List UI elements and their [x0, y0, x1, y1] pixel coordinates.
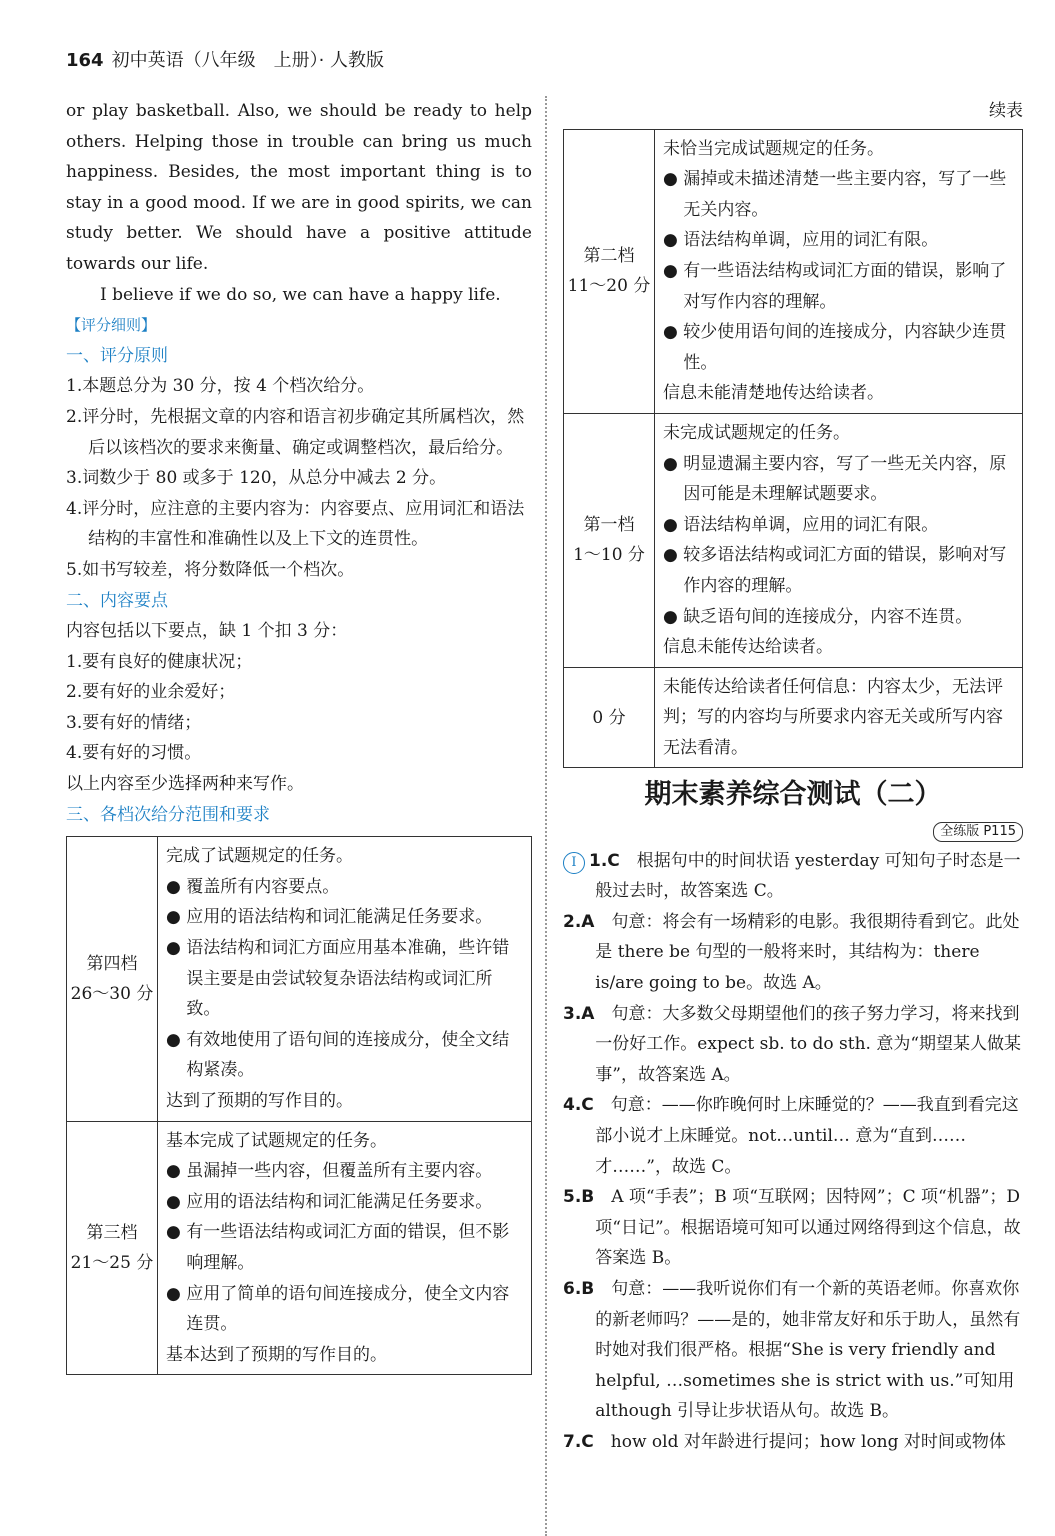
grade-level-name: 第三档: [86, 1222, 138, 1243]
grade-bullet-text: 较少使用语句间的连接成分，内容缺少连贯性。: [683, 322, 1007, 373]
answer-number: 1.C: [589, 850, 620, 871]
grade-level-cell: [564, 129, 655, 413]
grade-bullet: ● 应用了简单的语句间连接成分，使全文内容连贯。: [166, 1283, 510, 1335]
grade-score-range: 1～10 分: [573, 545, 645, 566]
section-number-badge: Ⅰ: [563, 852, 585, 874]
test-title: 期末素养综合测试（二）: [644, 779, 942, 811]
section1-title: 一、评分原则: [66, 345, 168, 366]
answer-explanation: 根据句中的时间状语 yesterday 可知句子时态是一般过去时，故答案选 C。: [595, 850, 1021, 902]
grade-bullet-text: 应用了简单的语句间连接成分，使全文内容连贯。: [186, 1283, 510, 1335]
grade-level-cell: [564, 667, 655, 768]
principle-item: 2.评分时，先根据文章的内容和语言初步确定其所属档次，然后以该档次的要求来衡量、确定或调整档次，最后给分。: [66, 406, 525, 458]
points-intro: 内容包括以下要点，缺 1 个扣 3 分：: [66, 621, 348, 642]
continued-label: 续表: [989, 101, 1023, 121]
page-header: [66, 46, 384, 72]
grade-conclusion: 基本达到了预期的写作目的。: [166, 1344, 387, 1365]
grade-bullet-text: 有一些语法结构或词汇方面的错误，但不影响理解。: [186, 1222, 510, 1273]
section3-title: 三、各档次给分范围和要求: [66, 804, 270, 825]
grade-bullet: ● 语法结构和词汇方面应用基本准确，些许错误主要是由尝试较复杂语法结构或词汇所致。: [166, 938, 510, 1020]
book-title: 初中英语（八年级 上册）· 人教版: [111, 50, 385, 71]
answer-number: 3.A: [563, 1003, 595, 1024]
grade-row: [67, 837, 532, 1121]
content-point: 1.要有良好的健康状况；: [66, 651, 253, 672]
grade-summary: 未能传达给读者任何信息：内容太少，无法评判；写的内容均与所要求内容无关或所写内容无法看清。: [663, 676, 1003, 758]
grade-bullet: ● 较少使用语句间的连接成分，内容缺少连贯性。: [663, 322, 1007, 373]
right-column: [563, 96, 1023, 1458]
grade-bullet: ● 应用的语法结构和词汇能满足任务要求。: [166, 907, 493, 928]
grade-description-cell: [655, 413, 1023, 667]
grade-bullet-text: 明显遗漏主要内容，写了一些无关内容，原因可能是未理解试题要求。: [683, 453, 1007, 505]
answer-item: [563, 1182, 1023, 1274]
grade-level-name: 第一档: [583, 515, 635, 536]
grade-level-name: 0 分: [592, 707, 626, 728]
grade-summary: 基本完成了试题规定的任务。: [166, 1130, 387, 1151]
grade-row: [564, 667, 1023, 768]
answer-explanation: 句意：将会有一场精彩的电影。我很期待看到它。此处是 there be 句型的一般将来时，其结构为：there is/are going to be。故选 A。: [595, 911, 1020, 994]
grade-description-cell: [158, 1121, 532, 1375]
grade-bullet: ● 虽漏掉一些内容，但覆盖所有主要内容。: [166, 1161, 493, 1182]
answer-item: [563, 846, 1023, 907]
content-point: 3.要有好的情绪；: [66, 712, 202, 733]
points-list: [66, 647, 532, 769]
grade-description-cell: [655, 129, 1023, 413]
grade-score-range: 21～25 分: [70, 1252, 154, 1273]
grade-summary: 完成了试题规定的任务。: [166, 846, 353, 867]
answer-item: [563, 1090, 1023, 1182]
grade-bullet-text: 语法结构和词汇方面应用基本准确，些许错误主要是由尝试较复杂语法结构或词汇所致。: [186, 938, 510, 1020]
essay-paragraph-2: I believe if we do so, we can have a happy life.: [100, 284, 501, 305]
essay-paragraph-1: or play basketball. Also, we should be ready to help others. Helping those in trouble can bring us much happiness. Besides, the most important thing is to stay in a good mood. If we are in good spirits, we can study better. We should have a positive attitude towards our life.: [66, 101, 532, 274]
grade-table-left: [66, 836, 532, 1375]
grade-bullet-text: 应用的语法结构和词汇能满足任务要求。: [186, 907, 493, 928]
grade-conclusion: 信息未能清楚地传达给读者。: [663, 383, 884, 404]
grade-conclusion: 达到了预期的写作目的。: [166, 1091, 353, 1111]
grade-bullet: ● 覆盖所有内容要点。: [166, 876, 340, 897]
grade-score-range: 11～20 分: [567, 276, 651, 297]
grade-bullet-text: 较多语法结构或词汇方面的错误，影响对写作内容的理解。: [683, 545, 1007, 596]
grade-level-name: 第四档: [86, 953, 138, 974]
grade-score-range: 26～30 分: [70, 983, 154, 1004]
grade-bullet: ● 语法结构单调，应用的词汇有限。: [663, 230, 939, 251]
answer-number: 2.A: [563, 911, 595, 932]
principle-item: 4.评分时，应注意的主要内容为：内容要点、应用词汇和语法结构的丰富性和准确性以及上下文的连贯性。: [66, 498, 525, 550]
grade-bullet: ● 漏掉或未描述清楚一些主要内容，写了一些无关内容。: [663, 169, 1007, 220]
answer-number: 6.B: [563, 1278, 595, 1299]
answer-explanation: how old 对年龄进行提问；how long 对时间或物体: [610, 1431, 1006, 1452]
grade-summary: 未完成试题规定的任务。: [663, 422, 850, 443]
content-point: 2.要有好的业余爱好；: [66, 682, 236, 703]
grade-summary: 未恰当完成试题规定的任务。: [663, 138, 884, 159]
answer-explanation: A 项“手表”；B 项“互联网；因特网”；C 项“机器”；D 项“日记”。根据语境可知可以通过网络得到这个信息，故答案选 B。: [595, 1187, 1021, 1269]
grade-bullet-text: 有效地使用了语句间的连接成分，使全文结构紧凑。: [186, 1029, 510, 1081]
grade-level-name: 第二档: [583, 246, 635, 267]
principles-list: [66, 371, 532, 585]
points-note: 以上内容至少选择两种来写作。: [66, 774, 304, 795]
rubric-tag: 【评分细则】: [66, 316, 157, 335]
answer-number: 4.C: [563, 1095, 594, 1116]
grade-bullet-text: 缺乏语句间的连接成分，内容不连贯。: [683, 606, 973, 627]
edition-badge: 全练版 P115: [933, 822, 1023, 842]
grade-row: [564, 129, 1023, 413]
answer-item: [563, 1274, 1023, 1427]
grade-bullet: ● 有一些语法结构或词汇方面的错误，但不影响理解。: [166, 1222, 510, 1273]
grade-bullet: ● 明显遗漏主要内容，写了一些无关内容，原因可能是未理解试题要求。: [663, 453, 1007, 505]
answer-number: 7.C: [563, 1431, 594, 1452]
left-column: [66, 96, 532, 1375]
answer-explanation: 句意：大多数父母期望他们的孩子努力学习，将来找到一份好工作。expect sb. to do sth. 意为“期望某人做某事”，故答案选 A。: [595, 1003, 1022, 1085]
grade-bullet: ● 语法结构单调，应用的词汇有限。: [663, 514, 939, 535]
grade-bullet-text: 有一些语法结构或词汇方面的错误，影响了对写作内容的理解。: [683, 260, 1007, 312]
grade-row: [564, 413, 1023, 667]
answer-number: 5.B: [563, 1187, 595, 1208]
grade-description-cell: [655, 667, 1023, 768]
answer-item: [563, 999, 1023, 1091]
grade-table-right: [563, 129, 1023, 769]
grade-bullet: ● 有效地使用了语句间的连接成分，使全文结构紧凑。: [166, 1029, 510, 1081]
column-divider: [545, 96, 547, 1536]
grade-bullet-text: 漏掉或未描述清楚一些主要内容，写了一些无关内容。: [683, 169, 1007, 220]
answer-item: [563, 907, 1023, 999]
grade-bullet-text: 覆盖所有内容要点。: [186, 876, 340, 897]
grade-bullet: ● 有一些语法结构或词汇方面的错误，影响了对写作内容的理解。: [663, 260, 1007, 312]
grade-bullet-text: 语法结构单调，应用的词汇有限。: [683, 514, 939, 535]
section2-title: 二、内容要点: [66, 590, 168, 611]
grade-bullet: ● 缺乏语句间的连接成分，内容不连贯。: [663, 606, 973, 627]
grade-description-cell: [158, 837, 532, 1121]
grade-bullet-text: 应用的语法结构和词汇能满足任务要求。: [186, 1191, 493, 1212]
grade-conclusion: 信息未能传达给读者。: [663, 637, 833, 658]
answer-explanation: 句意：——你昨晚何时上床睡觉的？——我直到看完这部小说才上床睡觉。not…until… 意为“直到……才……”，故选 C。: [595, 1095, 1019, 1177]
grade-bullet: ● 应用的语法结构和词汇能满足任务要求。: [166, 1191, 493, 1212]
answer-explanation: 句意：——我听说你们有一个新的英语老师。你喜欢你的新老师吗？——是的，她非常友好和乐于助人，虽然有时她对我们很严格。根据“She is very friendly and helpful, …sometimes she is strict with us.”可知用 although 引导让步状语从句。故选 B。: [595, 1278, 1021, 1422]
grade-bullet-text: 语法结构单调，应用的词汇有限。: [683, 230, 939, 251]
grade-level-cell: [67, 837, 158, 1121]
grade-level-cell: [67, 1121, 158, 1375]
grade-bullet-text: 虽漏掉一些内容，但覆盖所有主要内容。: [186, 1161, 493, 1182]
grade-level-cell: [564, 413, 655, 667]
principle-item: 5.如书写较差，将分数降低一个档次。: [66, 559, 355, 580]
principle-item: 3.词数少于 80 或多于 120，从总分中减去 2 分。: [66, 468, 447, 489]
content-point: 4.要有好的习惯。: [66, 743, 202, 764]
answers-list: [563, 846, 1023, 1458]
grade-bullet: ● 较多语法结构或词汇方面的错误，影响对写作内容的理解。: [663, 545, 1007, 596]
answer-item: [563, 1427, 1023, 1458]
grade-row: [67, 1121, 532, 1375]
principle-item: 1.本题总分为 30 分，按 4 个档次给分。: [66, 376, 375, 397]
page-number: 164: [66, 50, 104, 71]
